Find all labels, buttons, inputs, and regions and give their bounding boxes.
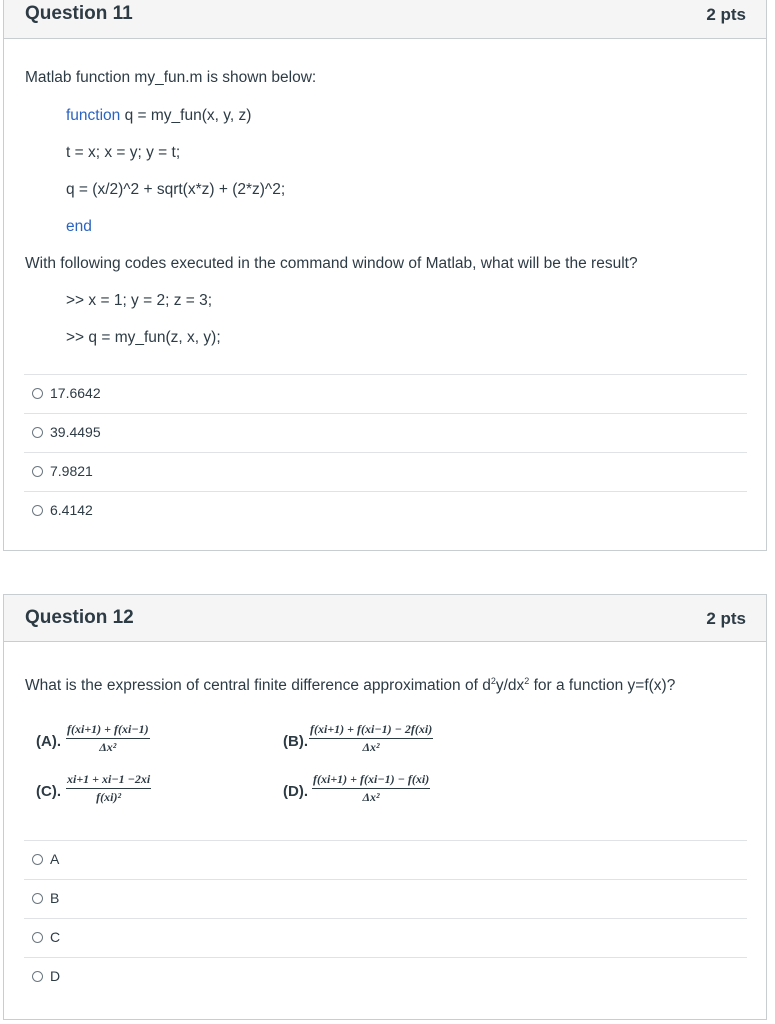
answer-label: A <box>50 851 60 867</box>
answer-label: B <box>50 890 60 906</box>
radio-button[interactable] <box>32 971 43 982</box>
answer-label: 39.4495 <box>50 424 101 440</box>
formula-c-numerator: xi+1 + xi−1 −2xi <box>66 772 151 789</box>
answer-label: 17.6642 <box>50 385 101 401</box>
prompt-part: y/dx <box>495 677 525 695</box>
formula-a-numerator: f(xi+1) + f(xi−1) <box>66 722 150 739</box>
formula-b-numerator: f(xi+1) + f(xi−1) − 2f(xi) <box>309 722 433 739</box>
radio-button[interactable] <box>32 854 43 865</box>
answer-option[interactable] <box>24 957 747 996</box>
answer-option[interactable] <box>24 918 747 957</box>
code-keyword-end: end <box>66 218 92 235</box>
formula-c-denominator: f(xi)² <box>96 790 122 804</box>
option-a-label: (A). <box>36 733 61 750</box>
question-12-header <box>4 595 766 642</box>
answer-label: C <box>50 929 61 945</box>
question-12-points: 2 pts <box>706 609 746 628</box>
prompt-part: for a function y=f(x)? <box>529 677 676 695</box>
prompt-part: What is the expression of central finite difference approximation of d <box>25 677 491 695</box>
formula-b-denominator: Δx² <box>362 740 380 754</box>
question-11-header <box>4 0 766 39</box>
answer-option[interactable] <box>24 491 747 530</box>
radio-button[interactable] <box>32 466 43 477</box>
radio-button[interactable] <box>32 505 43 516</box>
formula-d-denominator: Δx² <box>362 790 380 804</box>
option-d-label: (D). <box>283 783 308 800</box>
answer-option[interactable] <box>24 452 747 491</box>
formula-c <box>66 772 151 805</box>
answer-option[interactable] <box>24 840 747 879</box>
radio-button[interactable] <box>32 427 43 438</box>
question-12-prompt <box>25 676 675 695</box>
formula-b <box>309 722 433 755</box>
question-11-intro: Matlab function my_fun.m is shown below: <box>25 69 317 86</box>
option-b-label: (B). <box>283 733 308 750</box>
answer-option[interactable] <box>24 879 747 918</box>
prompt-superscript: 2 <box>490 676 496 686</box>
question-11-card <box>3 0 767 551</box>
radio-button[interactable] <box>32 388 43 399</box>
option-c-label: (C). <box>36 783 61 800</box>
code-line-2: t = x; x = y; y = t; <box>66 144 181 161</box>
command-line-2: >> q = my_fun(z, x, y); <box>66 329 221 346</box>
command-line-1: >> x = 1; y = 2; z = 3; <box>66 292 213 309</box>
prompt-superscript: 2 <box>524 676 530 686</box>
formula-d-numerator: f(xi+1) + f(xi−1) − f(xi) <box>312 772 430 789</box>
code-line-3: q = (x/2)^2 + sqrt(x*z) + (2*z)^2; <box>66 181 286 198</box>
code-keyword-function: function <box>66 107 121 124</box>
radio-button[interactable] <box>32 932 43 943</box>
answer-label: 6.4142 <box>50 502 93 518</box>
answer-label: D <box>50 968 61 984</box>
formula-d <box>312 772 430 805</box>
radio-button[interactable] <box>32 893 43 904</box>
question-11-prompt: With following codes executed in the command window of Matlab, what will be the result? <box>25 255 638 272</box>
answer-label: 7.9821 <box>50 463 93 479</box>
question-12-card <box>3 594 767 1020</box>
question-11-points: 2 pts <box>706 5 746 24</box>
question-11-title: Question 11 <box>25 3 133 24</box>
formula-a-denominator: Δx² <box>99 740 117 754</box>
code-line-1 <box>66 107 251 125</box>
formula-a <box>66 722 150 755</box>
answer-option[interactable] <box>24 374 747 413</box>
answer-option[interactable] <box>24 413 747 452</box>
code-line-1-rest: q = my_fun(x, y, z) <box>120 107 252 124</box>
question-12-title: Question 12 <box>25 607 134 628</box>
